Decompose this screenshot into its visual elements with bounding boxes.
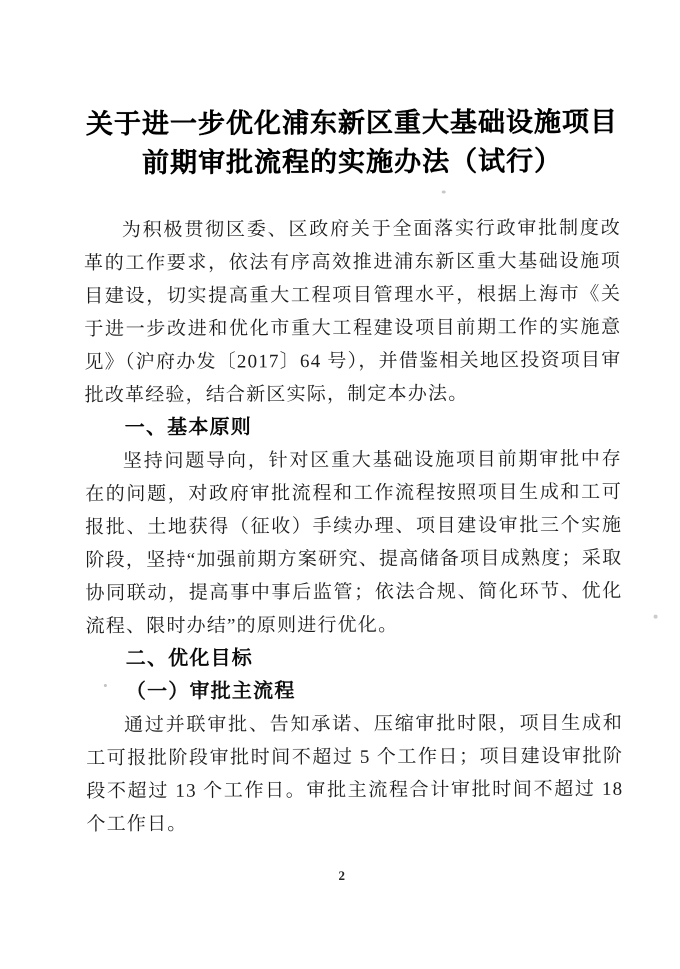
document-content <box>83 0 624 841</box>
scan-speck <box>654 615 658 619</box>
heading-basic-principles: 一、基本原则 <box>124 416 253 439</box>
document-title-line1: 关于进一步优化浦东新区重大基础设施项目 <box>85 106 618 140</box>
document-title-line2: 前期审批流程的实施办法（试行） <box>142 146 563 178</box>
paragraph-intro: 为积极贯彻区委、区政府关于全面落实行政审批制度改革的工作要求，依法有序高效推进浦东新区重大基础设施项目建设，切实提高重大工程项目管理水平，根据上海市《关于进一步改进和优化市重大工程建设项目前期工作的实施意见》（沪府办发〔2017〕64 号），并借鉴相关地区投资项目审批改革经验，结合新区实际，制定本办法。 <box>83 217 622 407</box>
paragraph-principles: 坚持问题导向，针对区重大基础设施项目前期审批中存在的问题，对政府审批流程和工作流程按照项目生成和工可报批、土地获得（征收）手续办理、项目建设审批三个实施阶段，坚持“加强前期方案研究、提高储备项目成熟度；采取协同联动，提高事中事后监管；依法合规、简化环节、优化流程、限时办结”的原则进行优化。 <box>84 448 623 638</box>
subheading-approval-main-process: （一）审批主流程 <box>125 680 296 703</box>
scan-speck <box>104 684 107 687</box>
page-number: 2 <box>338 867 345 884</box>
heading-optimization-goals: 二、优化目标 <box>125 647 254 670</box>
paragraph-approval-timeline: 通过并联审批、告知承诺、压缩审批时限，项目生成和工可报批阶段审批时间不超过 5 个工作日；项目建设审批阶段不超过 13 个工作日。审批主流程合计审批时间不超过 18 个工作日。 <box>86 712 624 836</box>
scan-speck <box>442 191 446 194</box>
document-title <box>83 103 620 183</box>
